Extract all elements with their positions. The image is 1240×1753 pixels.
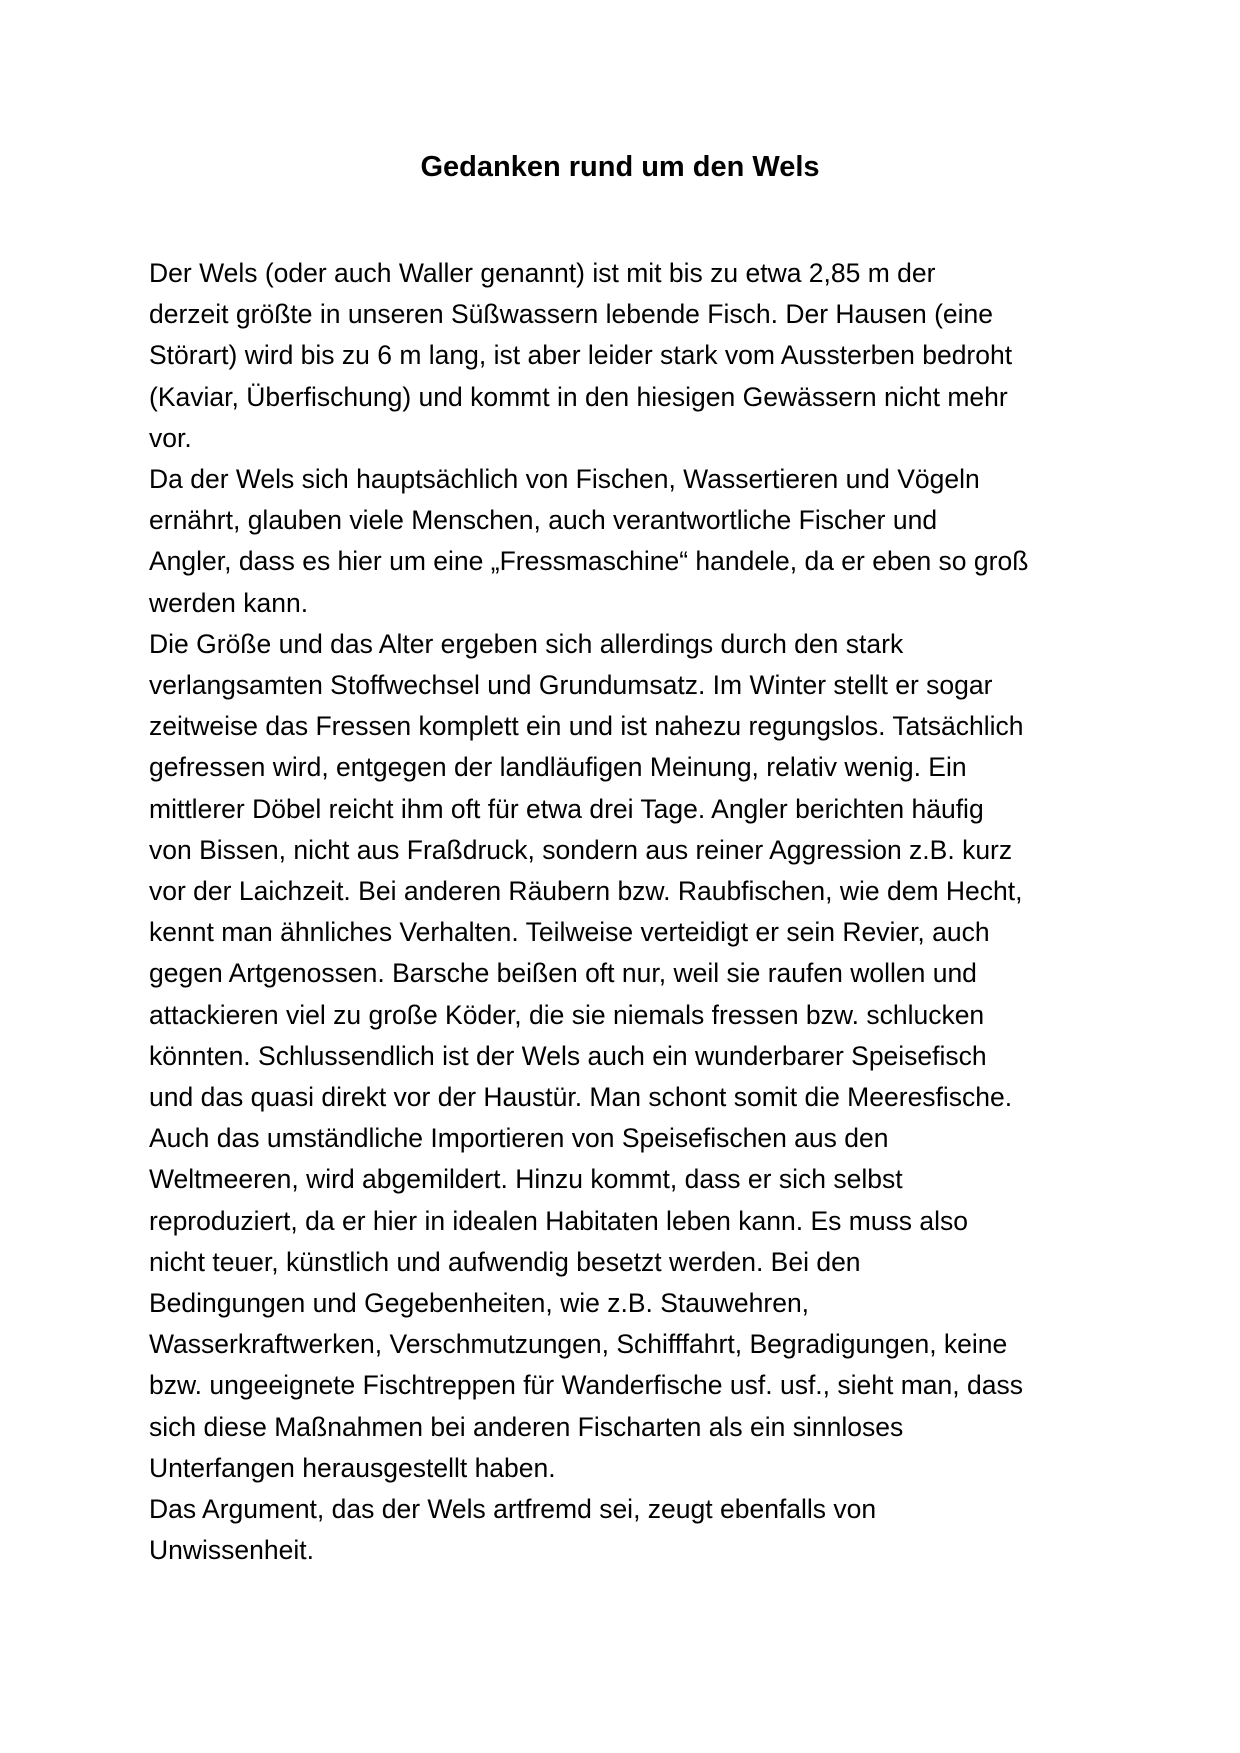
- document-title: Gedanken rund um den Wels: [420, 151, 820, 183]
- document-body: [149, 253, 1109, 1572]
- text-line: Wasserkraftwerken, Verschmutzungen, Schifffahrt, Begradigungen, keine: [149, 1329, 1008, 1360]
- text-line: gefressen wird, entgegen der landläufigen Meinung, relativ wenig. Ein: [149, 752, 967, 783]
- text-line: (Kaviar, Überfischung) und kommt in den hiesigen Gewässern nicht mehr: [149, 381, 1008, 412]
- text-line: Auch das umständliche Importieren von Speisefischen aus den: [149, 1123, 889, 1154]
- text-line: Störart) wird bis zu 6 m lang, ist aber leider stark vom Aussterben bedroht: [149, 340, 1013, 371]
- text-line: attackieren viel zu große Köder, die sie niemals fressen bzw. schlucken: [149, 999, 985, 1030]
- text-line: zeitweise das Fressen komplett ein und ist nahezu regungslos. Tatsächlich: [149, 711, 1024, 742]
- text-line: Angler, dass es hier um eine „Fressmaschine“ handele, da er eben so groß: [149, 546, 1029, 577]
- text-line: vor der Laichzeit. Bei anderen Räubern bzw. Raubfischen, wie dem Hecht,: [149, 876, 1023, 907]
- text-line: Bedingungen und Gegebenheiten, wie z.B. Stauwehren,: [149, 1288, 810, 1319]
- text-line: und das quasi direkt vor der Haustür. Man schont somit die Meeresfische.: [149, 1082, 1013, 1113]
- text-line: sich diese Maßnahmen bei anderen Fischarten als ein sinnloses: [149, 1411, 904, 1442]
- text-line: Der Wels (oder auch Waller genannt) ist mit bis zu etwa 2,85 m der: [149, 258, 936, 288]
- text-line: mittlerer Döbel reicht ihm oft für etwa drei Tage. Angler berichten häufig: [149, 793, 984, 824]
- text-line: vor.: [149, 422, 192, 453]
- text-line: nicht teuer, künstlich und aufwendig besetzt werden. Bei den: [149, 1246, 861, 1277]
- text-line: Das Argument, das der Wels artfremd sei, zeugt ebenfalls von: [149, 1494, 877, 1525]
- text-line: bzw. ungeeignete Fischtreppen für Wanderfische usf. usf., sieht man, dass: [149, 1370, 1023, 1401]
- text-line: Weltmeeren, wird abgemildert. Hinzu kommt, dass er sich selbst: [149, 1164, 903, 1195]
- text-line: Die Größe und das Alter ergeben sich allerdings durch den stark: [149, 628, 904, 659]
- text-line: reproduziert, da er hier in idealen Habitaten leben kann. Es muss also: [149, 1205, 969, 1236]
- text-line: verlangsamten Stoffwechsel und Grundumsatz. Im Winter stellt er sogar: [149, 670, 993, 701]
- text-line: von Bissen, nicht aus Fraßdruck, sondern aus reiner Aggression z.B. kurz: [149, 834, 1013, 865]
- text-line: könnten. Schlussendlich ist der Wels auch ein wunderbarer Speisefisch: [149, 1040, 987, 1071]
- text-line: werden kann.: [149, 587, 309, 618]
- text-line: Unterfangen herausgestellt haben.: [149, 1452, 556, 1483]
- text-line: kennt man ähnliches Verhalten. Teilweise verteidigt er sein Revier, auch: [149, 917, 990, 948]
- text-line: Da der Wels sich hauptsächlich von Fischen, Wassertieren und Vögeln: [149, 464, 980, 495]
- text-line: derzeit größte in unseren Süßwassern lebende Fisch. Der Hausen (eine: [149, 299, 994, 330]
- text-line: Unwissenheit.: [149, 1535, 314, 1566]
- text-line: ernährt, glauben viele Menschen, auch verantwortliche Fischer und: [149, 505, 938, 536]
- text-line: gegen Artgenossen. Barsche beißen oft nur, weil sie raufen wollen und: [149, 958, 977, 989]
